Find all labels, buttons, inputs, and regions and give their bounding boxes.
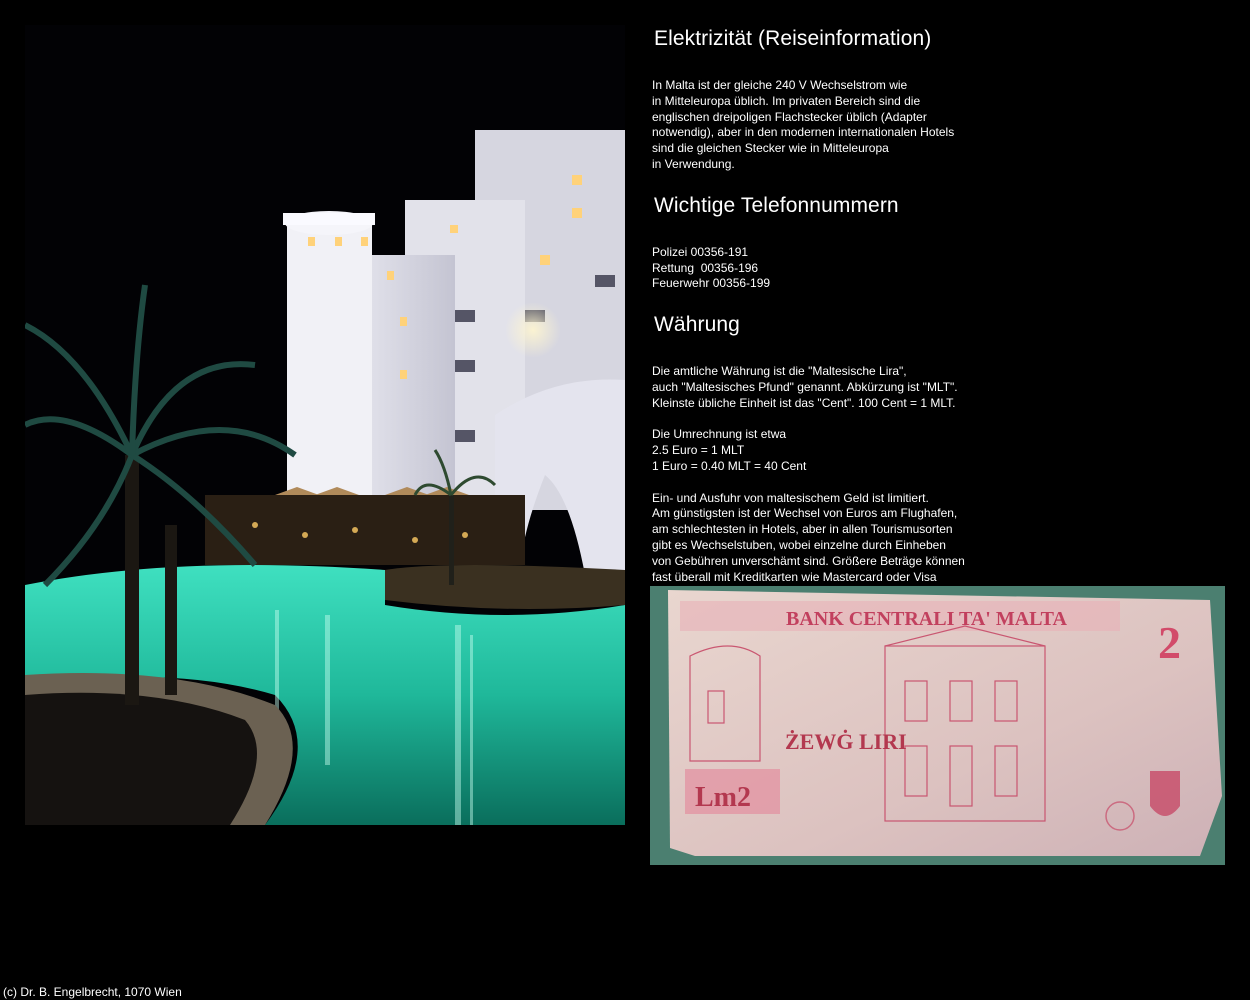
- electricity-paragraph: [652, 78, 992, 173]
- text-line: auch "Maltesisches Pfund" genannt. Abkürzung ist "MLT".: [652, 379, 958, 394]
- section-heading-phone-numbers: Wichtige Telefonnummern: [654, 193, 899, 217]
- text-line: Ein- und Ausfuhr von maltesischem Geld ist limitiert.: [652, 490, 929, 505]
- text-line: 1 Euro = 0.40 MLT = 40 Cent: [652, 458, 807, 473]
- banknote-amount: Lm2: [695, 782, 751, 813]
- info-content: [652, 24, 992, 601]
- text-line: von Gebühren unverschämt sind. Größere Beträge können: [652, 553, 965, 568]
- phone-ambulance: Rettung 00356-196: [652, 260, 759, 275]
- text-line: Am günstigsten ist der Wechsel von Euros am Flughafen,: [652, 506, 958, 521]
- text-line: 2.5 Euro = 1 MLT: [652, 443, 745, 458]
- section-heading-electricity: Elektrizität (Reiseinformation): [654, 27, 932, 50]
- text-line: sind die gleichen Stecker wie in Mitteleuropa: [652, 141, 889, 156]
- currency-exchange-paragraph: [652, 491, 992, 602]
- text-line: gibt es Wechselstuben, wobei einzelne durch Einheben: [652, 537, 946, 552]
- text-line: In Malta ist der gleiche 240 V Wechselstrom wie: [652, 78, 908, 92]
- banknote-bank-name: BANK CENTRALI TA' MALTA: [786, 608, 1067, 630]
- currency-conversion: [652, 427, 992, 474]
- text-line: am schlechtesten in Hotels, aber in allen Tourismusorten: [652, 522, 953, 537]
- section-heading-currency: Währung: [654, 313, 740, 337]
- text-line: fast überall mit Kreditkarten wie Mastercard oder Visa: [652, 569, 937, 584]
- phone-police: Polizei 00356-191: [652, 244, 749, 259]
- text-line: in Mitteleuropa üblich. Im privaten Bereich sind die: [652, 93, 921, 108]
- banknote-words: ŻEWĠ LIRI: [785, 729, 907, 754]
- currency-paragraph-1: [652, 364, 992, 411]
- banknote-crest: [1150, 771, 1180, 816]
- phone-fire: Feuerwehr 00356-199: [652, 276, 771, 291]
- text-line: Kleinste übliche Einheit ist das "Cent". 100 Cent = 1 MLT.: [652, 395, 956, 410]
- text-line: in Verwendung.: [652, 156, 735, 171]
- text-line: notwendig), aber in den modernen internationalen Hotels: [652, 125, 955, 140]
- banknote-photo: [650, 586, 1225, 865]
- text-line: Die amtliche Währung ist die "Maltesische Lira",: [652, 364, 907, 379]
- hotel-pool-photo: [25, 25, 625, 825]
- banknote-illustration: [650, 586, 1225, 865]
- banknote-denomination: 2: [1158, 617, 1181, 668]
- text-line: englischen dreipoligen Flachstecker üblich (Adapter: [652, 109, 927, 124]
- hotel-pool-illustration: [25, 25, 625, 825]
- copyright-footer: (c) Dr. B. Engelbrecht, 1070 Wien: [3, 985, 182, 999]
- phone-numbers-list: [652, 245, 992, 292]
- text-line: Die Umrechnung ist etwa: [652, 427, 787, 442]
